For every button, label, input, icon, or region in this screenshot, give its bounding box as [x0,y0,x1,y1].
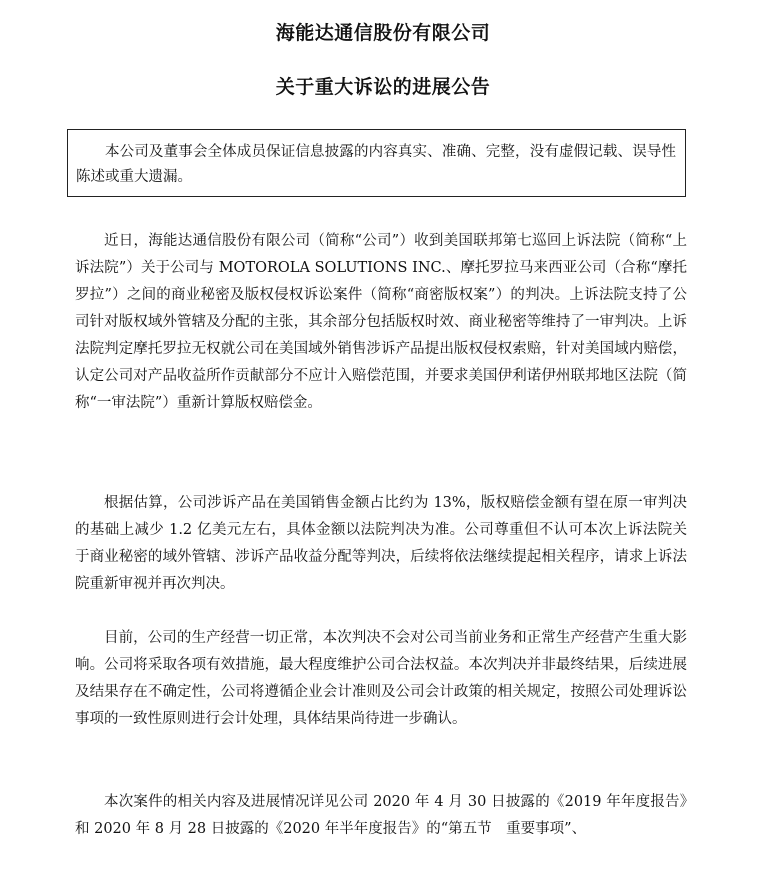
body-paragraph: 近日，海能达通信股份有限公司（简称“公司”）收到美国联邦第七巡回上诉法院（简称“上诉法院”）关于公司与 MOTOROLA SOLUTIONS INC.、摩托罗拉马来西亚公司（合称“摩托罗拉”）之间的商业秘密及版权侵权诉讼案件（简称“商密版权案”）的判决。上诉法院支持了公司针对版权域外管辖及分配的主张，其余部分包括版权时效、商业秘密等维持了一审判决。上诉法院判定摩托罗拉无权就公司在美国域外销售涉诉产品提出版权侵权索赔，针对美国域内赔偿，认定公司对产品收益所作贡献部分不应计入赔偿范围，并要求美国伊利诺伊州联邦地区法院（简称“一审法院”）重新计算版权赔偿金。 [75,233,687,411]
body-paragraph: 目前，公司的生产经营一切正常，本次判决不会对公司当前业务和正常生产经营产生重大影响。公司将采取各项有效措施，最大程度维护公司合法权益。本次判决并非最终结果，后续进展及结果存在不确定性，公司将遵循企业会计准则及公司会计政策的相关规定，按照公司处理诉讼事项的一致性原则进行会计处理，具体结果尚待进一步确认。 [75,630,687,727]
disclaimer-notice-text: 本公司及董事会全体成员保证信息披露的内容真实、准确、完整，没有虚假记载、误导性陈述或重大遗漏。 [76,144,676,185]
body-paragraph: 本次案件的相关内容及进展情况详见公司 2020 年 4 月 30 日披露的《2019 年年度报告》和 2020 年 8 月 28 日披露的《2020 年半年度报告》的“第五节 重要事项”、 [75,794,687,837]
company-name-heading: 海能达通信股份有限公司 [275,22,491,44]
disclaimer-notice-box [67,129,686,197]
body-paragraph: 根据估算，公司涉诉产品在美国销售金额占比约为 13%，版权赔偿金额有望在原一审判决的基础上减少 1.2 亿美元左右，具体金额以法院判决为准。公司尊重但不认可本次上诉法院关于商业秘密的域外管辖、涉诉产品收益分配等判决，后续将依法继续提起相关程序，请求上诉法院重新审视并再次判决。 [75,495,687,592]
announcement-title: 关于重大诉讼的进展公告 [275,76,491,98]
